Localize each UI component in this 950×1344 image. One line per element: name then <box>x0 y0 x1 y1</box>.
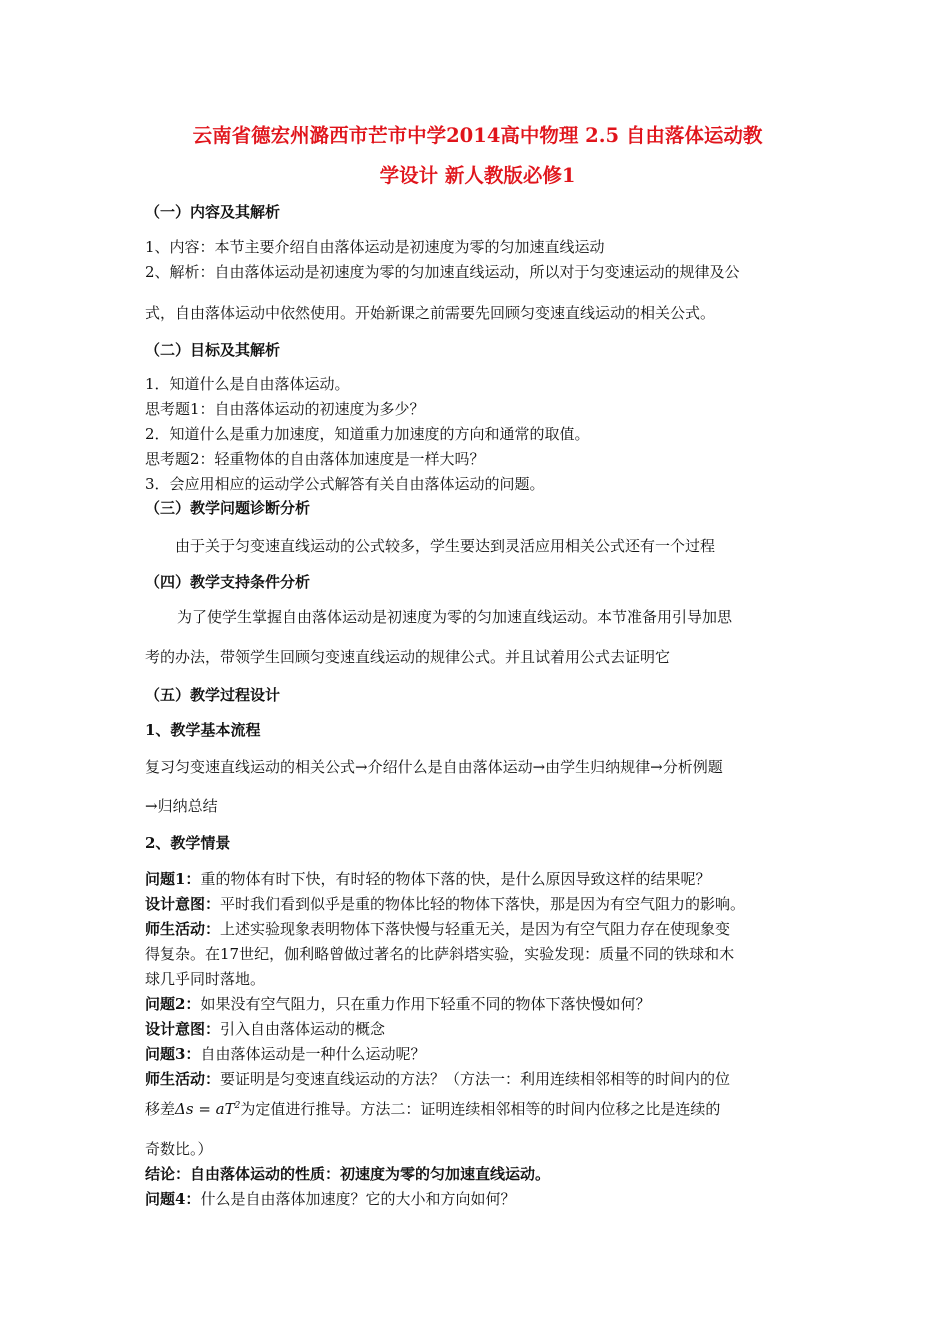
problem-4-text: 什么是自由落体加速度？它的大小和方向如何？ <box>200 1190 516 1208</box>
section-5-heading: （五）教学过程设计 <box>145 686 281 704</box>
design-intent-1-label: 设计意图： <box>145 895 221 913</box>
section-2-heading: （二）目标及其解析 <box>145 341 281 359</box>
conclusion-text: 自由落体运动的性质：初速度为零的匀加速直线运动。 <box>190 1165 551 1183</box>
problem-3 <box>145 1044 425 1064</box>
activity-2-text-2b: 为定值进行推导。方法二：证明连续相邻相等的时间内位移之比是连续的 <box>240 1100 721 1118</box>
design-intent-1 <box>145 894 745 914</box>
problem-1-label: 问题1： <box>145 870 201 888</box>
design-intent-1-text: 平时我们看到似乎是重的物体比轻的物体下落快，那是因为有空气阻力的影响。 <box>220 895 746 913</box>
problem-2-label: 问题2： <box>145 995 201 1013</box>
subsection-scenario-heading: 2、教学情景 <box>145 834 231 852</box>
activity-2-line-3: 奇数比。） <box>145 1140 213 1158</box>
goal-2: 2．知道什么是重力加速度，知道重力加速度的方向和通常的取值。 <box>145 425 590 443</box>
activity-1-line-2: 得复杂。在17世纪，伽利略曾做过著名的比萨斜塔实验，实验发现：质量不同的铁球和木 <box>145 945 735 963</box>
conclusion-label: 结论： <box>145 1165 191 1183</box>
title-line-1: 云南省德宏州潞西市芒市中学2014高中物理 2.5 自由落体运动教 <box>192 124 763 147</box>
section-1-heading: （一）内容及其解析 <box>145 203 281 221</box>
section-3-heading: （三）教学问题诊断分析 <box>145 499 311 517</box>
activity-1-text-1: 上述实验现象表明物体下落快慢与轻重无关，是因为有空气阻力存在使现象变 <box>220 920 731 938</box>
activity-2-text-2a: 移差 <box>145 1100 176 1118</box>
activity-2-label: 师生活动： <box>145 1070 221 1088</box>
formula-exponent: 2 <box>234 1101 241 1111</box>
section-1-content: 1、内容：本节主要介绍自由落体运动是初速度为零的匀加速直线运动 <box>145 238 605 256</box>
activity-2-line-2 <box>145 1096 720 1119</box>
document-title <box>145 116 810 196</box>
section-1-analysis-line-1: 2、解析：自由落体运动是初速度为零的匀加速直线运动，所以对于匀变速运动的规律及公 <box>145 263 740 281</box>
displacement-formula <box>175 1100 240 1118</box>
problem-1 <box>145 869 710 889</box>
problem-1-text: 重的物体有时下快，有时轻的物体下落的快，是什么原因导致这样的结果呢？ <box>200 870 711 888</box>
question-2: 思考题2：轻重物体的自由落体加速度是一样大吗？ <box>145 450 485 468</box>
problem-4 <box>145 1189 515 1209</box>
section-4-line-1: 为了使学生掌握自由落体运动是初速度为零的匀加速直线运动。本节准备用引导加思 <box>177 608 733 626</box>
activity-1-line-1 <box>145 919 730 939</box>
title-line-2: 学设计 新人教版必修1 <box>379 164 576 187</box>
problem-2 <box>145 994 650 1014</box>
goal-1: 1．知道什么是自由落体运动。 <box>145 375 350 393</box>
section-1-analysis-line-2: 式，自由落体运动中依然使用。开始新课之前需要先回顾匀变速直线运动的相关公式。 <box>145 304 716 322</box>
activity-1-label: 师生活动： <box>145 920 221 938</box>
design-intent-2 <box>145 1019 385 1039</box>
problem-3-label: 问题3： <box>145 1045 201 1063</box>
activity-1-line-3: 球几乎同时落地。 <box>145 970 266 988</box>
section-3-paragraph: 由于关于匀变速直线运动的公式较多，学生要达到灵活应用相关公式还有一个过程 <box>175 537 716 555</box>
question-1: 思考题1：自由落体运动的初速度为多少？ <box>145 400 425 418</box>
design-intent-2-label: 设计意图： <box>145 1020 221 1038</box>
problem-3-text: 自由落体运动是一种什么运动呢？ <box>200 1045 426 1063</box>
design-intent-2-text: 引入自由落体运动的概念 <box>220 1020 386 1038</box>
formula-base: Δs = aT <box>175 1100 235 1118</box>
flow-line-2: →归纳总结 <box>145 797 218 815</box>
subsection-flow-heading: 1、教学基本流程 <box>145 721 261 739</box>
activity-2-text-1: 要证明是匀变速直线运动的方法？（方法一：利用连续相邻相等的时间内的位 <box>220 1070 731 1088</box>
activity-2-line-1 <box>145 1069 730 1089</box>
problem-4-label: 问题4： <box>145 1190 201 1208</box>
flow-line-1: 复习匀变速直线运动的相关公式→介绍什么是自由落体运动→由学生归纳规律→分析例题 <box>145 758 723 776</box>
problem-2-text: 如果没有空气阻力，只在重力作用下轻重不同的物体下落快慢如何？ <box>200 995 651 1013</box>
section-4-heading: （四）教学支持条件分析 <box>145 573 311 591</box>
section-4-line-2: 考的办法，带领学生回顾匀变速直线运动的规律公式。并且试着用公式去证明它 <box>145 648 671 666</box>
goal-3: 3．会应用相应的运动学公式解答有关自由落体运动的问题。 <box>145 475 545 493</box>
conclusion <box>145 1164 550 1184</box>
